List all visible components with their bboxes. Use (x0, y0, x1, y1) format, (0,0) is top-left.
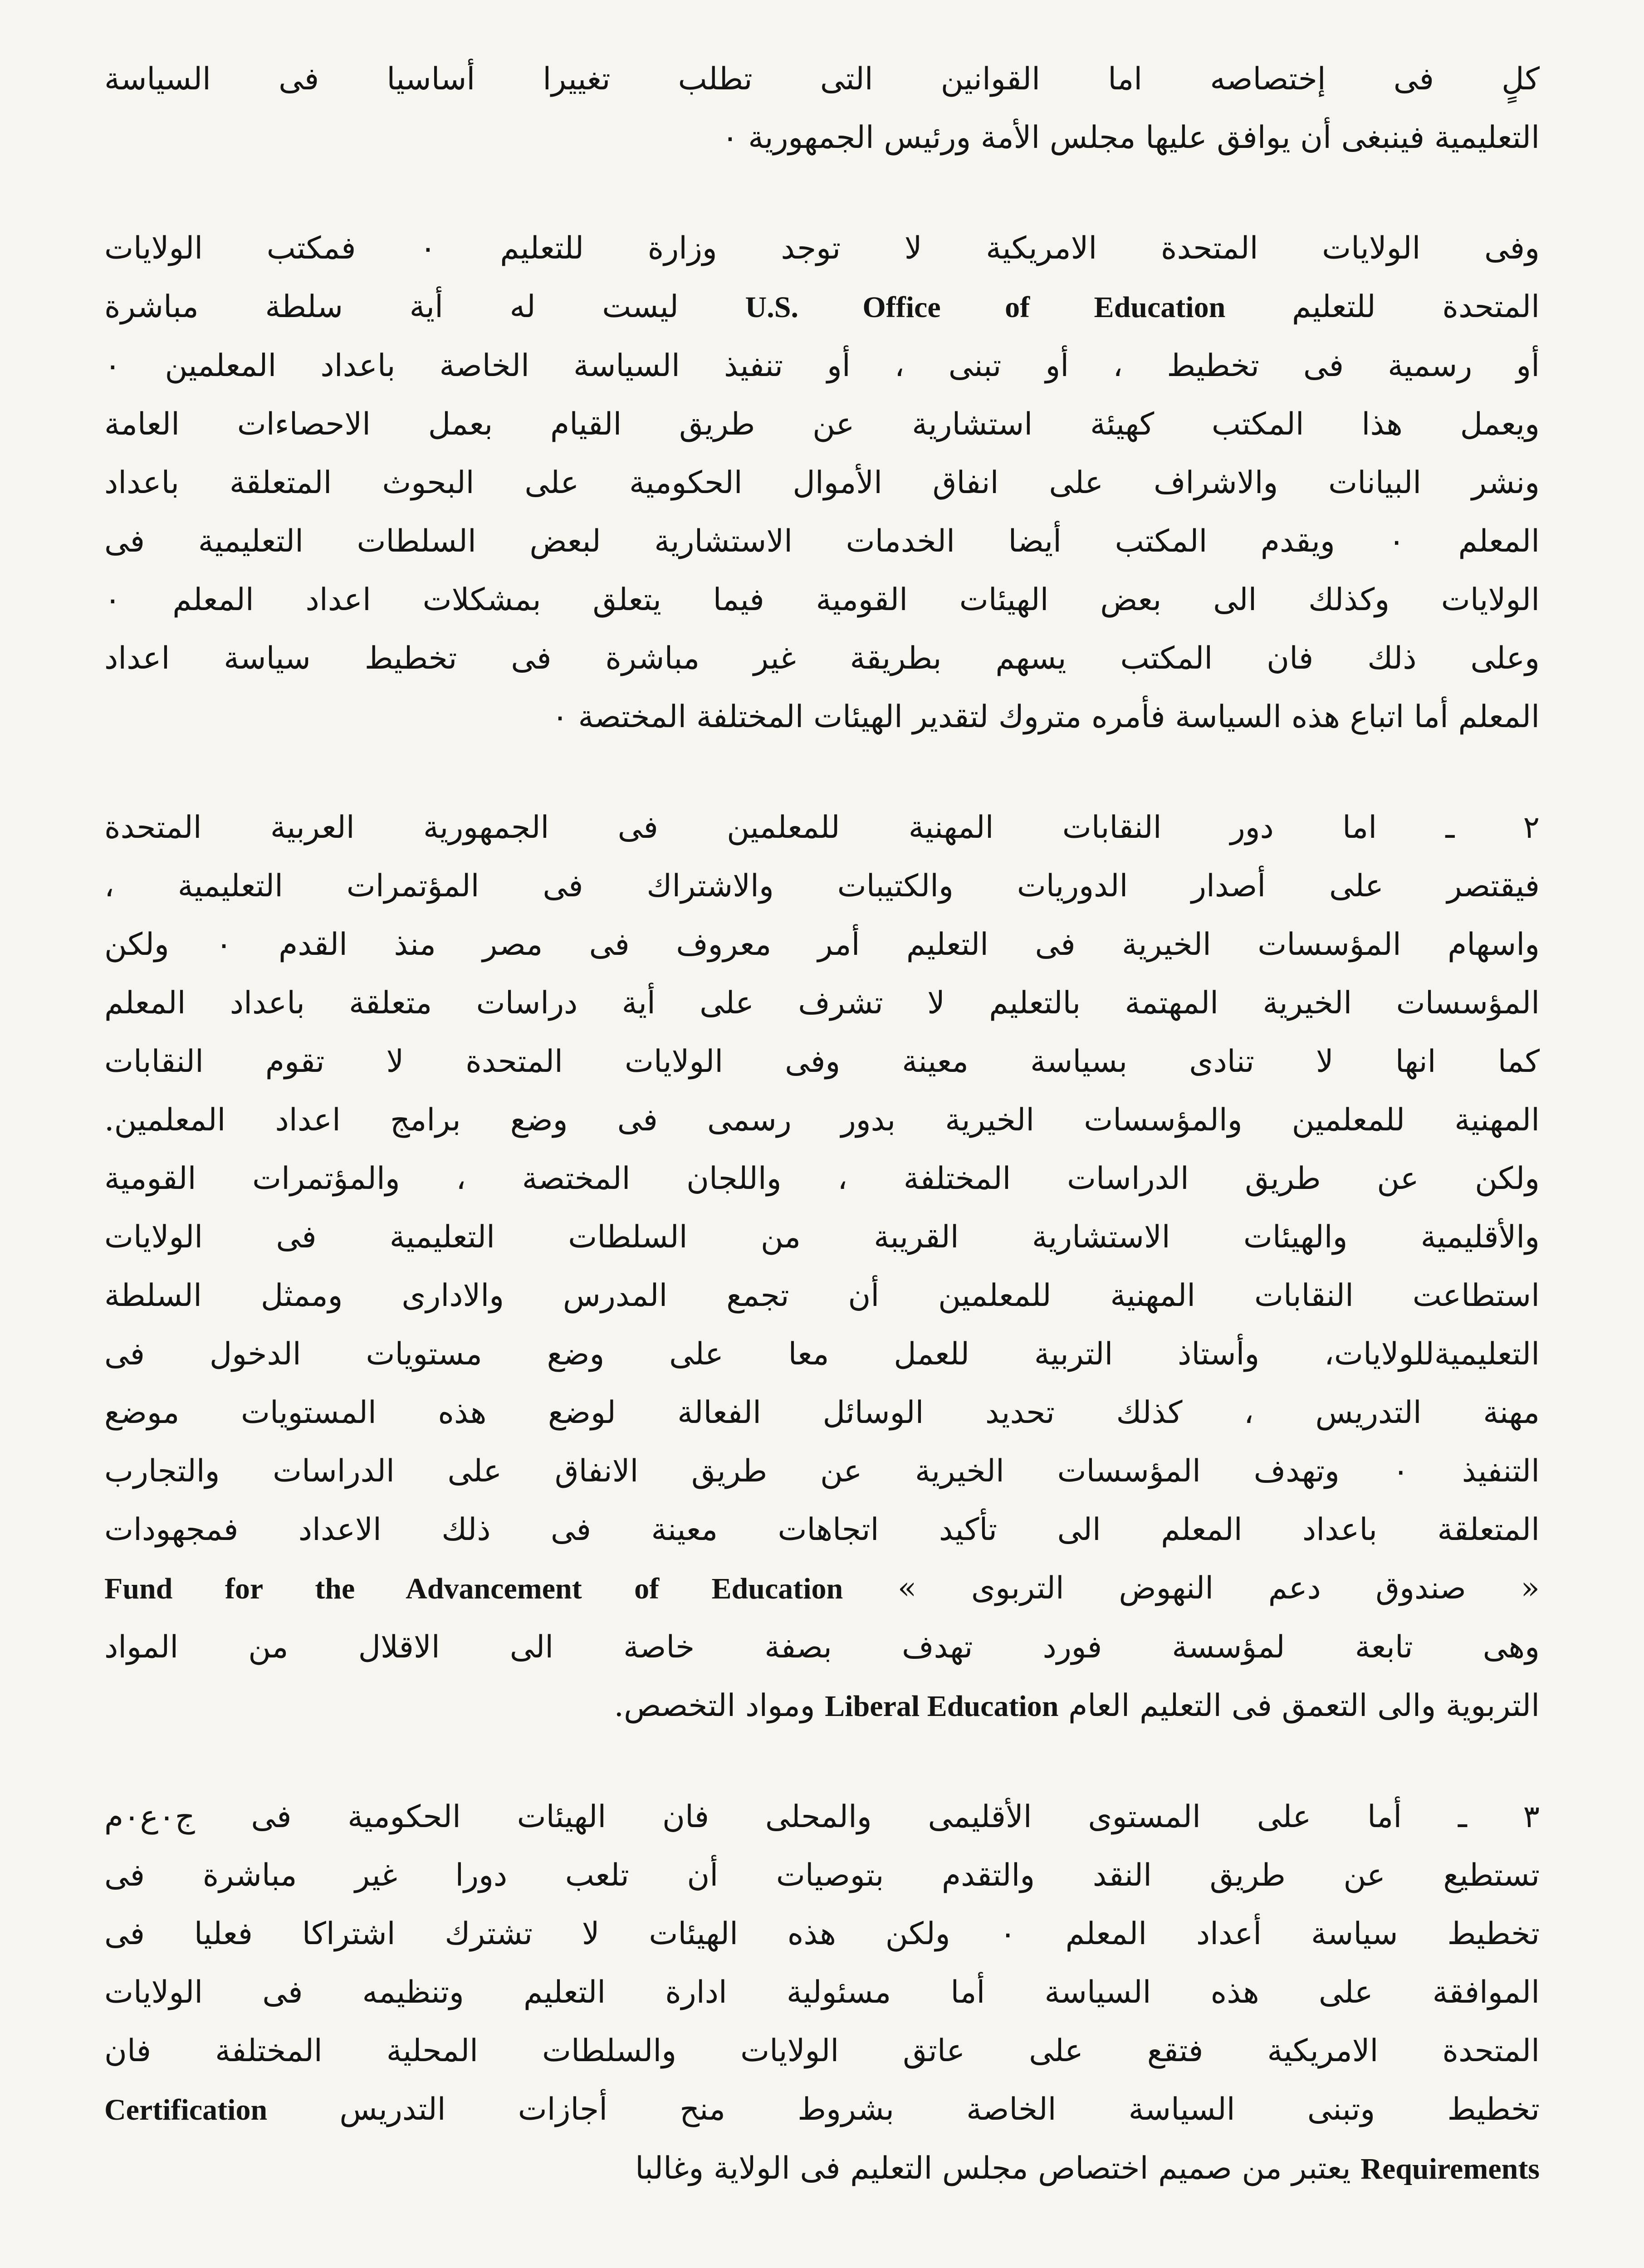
text-line (104, 2080, 1540, 2139)
text-line: الموافقة على هذه السياسة أما مسئولية ادارة التعليم وتنظيمه فى الولايات (104, 1975, 1540, 2010)
text-line: والأقليمية والهيئات الاستشارية القريبة من السلطات التعليمية فى الولايات (104, 1219, 1540, 1255)
arabic-segment: « صندوق دعم النهوض التربوى » (843, 1570, 1540, 1606)
arabic-segment: التربوية والى التعمق فى التعليم العام (1058, 1688, 1540, 1724)
arabic-segment: تخطيط وتبنى السياسة الخاصة بشروط منح أجازات التدريس (267, 2092, 1540, 2127)
text-line (104, 2139, 1540, 2198)
text-line: ٣ ـ أما على المستوى الأقليمى والمحلى فان الهيئات الحكومية فى ج٠ع٠م (104, 1799, 1540, 1835)
paragraph-gap (104, 167, 1540, 219)
english-term: Liberal Education (825, 1690, 1059, 1723)
text-line: وعلى ذلك فان المكتب يسهم بطريقة غير مباشرة فى تخطيط سياسة اعداد (104, 640, 1540, 676)
text-line: المؤسسات الخيرية المهتمة بالتعليم لا تشرف على أية دراسات متعلقة باعداد المعلم (104, 985, 1540, 1021)
text-line: المعلم أما اتباع هذه السياسة فأمره متروك لتقدير الهيئات المختلفة المختصة ٠ (552, 699, 1540, 735)
text-line: استطاعت النقابات المهنية للمعلمين أن تجمع المدرس والادارى وممثل السلطة (104, 1278, 1540, 1314)
text-line (104, 1559, 1540, 1618)
text-line: ويعمل هذا المكتب كهيئة استشارية عن طريق القيام بعمل الاحصاءات العامة (104, 406, 1540, 442)
paragraph-p4 (104, 1788, 1540, 2198)
text-line: مهنة التدريس ، كذلك تحديد الوسائل الفعالة لوضع هذه المستويات موضع (104, 1395, 1540, 1431)
text-line: ٢ ـ اما دور النقابات المهنية للمعلمين فى الجمهورية العربية المتحدة (104, 810, 1540, 846)
paragraph-p1 (104, 50, 1540, 167)
text-line: ولكن عن طريق الدراسات المختلفة ، واللجان المختصة ، والمؤتمرات القومية (104, 1161, 1540, 1197)
text-line: التعليميةللولايات، وأستاذ التربية للعمل معا على وضع مستويات الدخول فى (104, 1336, 1540, 1372)
text-line: الولايات وكذلك الى بعض الهيئات القومية فيما يتعلق بمشكلات اعداد المعلم ٠ (104, 582, 1540, 618)
text-line: واسهام المؤسسات الخيرية فى التعليم أمر معروف فى مصر منذ القدم ٠ ولكن (104, 927, 1540, 963)
text-line: المتحدة الامريكية فتقع على عاتق الولايات والسلطات المحلية المختلفة فان (104, 2033, 1540, 2069)
text-line (104, 1677, 1540, 1735)
arabic-segment: يعتبر من صميم اختصاص مجلس التعليم فى الولاية وغالبا (635, 2151, 1361, 2186)
paragraph-p3 (104, 798, 1540, 1735)
text-line: التعليمية فينبغى أن يوافق عليها مجلس الأمة ورئيس الجمهورية ٠ (722, 120, 1540, 156)
english-term: U.S. Office of Education (745, 291, 1226, 324)
text-line: تستطيع عن طريق النقد والتقدم بتوصيات أن تلعب دورا غير مباشرة فى (104, 1857, 1540, 1893)
text-line: كلٍ فى إختصاصه اما القوانين التى تطلب تغييرا أساسيا فى السياسة (104, 61, 1540, 97)
english-term: Certification (104, 2093, 268, 2126)
arabic-segment: ومواد التخصص. (614, 1688, 825, 1724)
paragraph-gap (104, 1735, 1540, 1788)
paragraph-p2 (104, 219, 1540, 746)
text-line: ونشر البيانات والاشراف على انفاق الأموال الحكومية على البحوث المتعلقة باعداد (104, 465, 1540, 501)
text-line: المهنية للمعلمين والمؤسسات الخيرية بدور رسمى فى وضع برامج اعداد المعلمين. (104, 1102, 1540, 1138)
text-line: كما انها لا تنادى بسياسة معينة وفى الولايات المتحدة لا تقوم النقابات (104, 1044, 1540, 1080)
arabic-segment: ليست له أية سلطة مباشرة (104, 289, 745, 325)
text-line (104, 278, 1540, 337)
arabic-segment: المتحدة للتعليم (1225, 289, 1540, 325)
text-line: وهى تابعة لمؤسسة فورد تهدف بصفة خاصة الى الاقلال من المواد (104, 1629, 1540, 1665)
text-line: تخطيط سياسة أعداد المعلم ٠ ولكن هذه الهيئات لا تشترك اشتراكا فعليا فى (104, 1916, 1540, 1952)
text-line: أو رسمية فى تخطيط ، أو تبنى ، أو تنفيذ السياسة الخاصة باعداد المعلمين ٠ (104, 348, 1540, 384)
paragraph-gap (104, 746, 1540, 798)
text-line: التنفيذ ٠ وتهدف المؤسسات الخيرية عن طريق الانفاق على الدراسات والتجارب (104, 1453, 1540, 1489)
english-term: Requirements (1360, 2152, 1540, 2185)
text-line: وفى الولايات المتحدة الامريكية لا توجد وزارة للتعليم ٠ فمكتب الولايات (104, 230, 1540, 266)
document-body (104, 50, 1540, 2198)
text-line: فيقتصر على أصدار الدوريات والكتيبات والاشتراك فى المؤتمرات التعليمية ، (104, 868, 1540, 904)
text-line: المتعلقة باعداد المعلم الى تأكيد اتجاهات معينة فى ذلك الاعداد فمجهودات (104, 1512, 1540, 1548)
english-term: Fund for the Advancement of Education (104, 1572, 843, 1605)
text-line: المعلم ٠ ويقدم المكتب أيضا الخدمات الاستشارية لبعض السلطات التعليمية فى (104, 523, 1540, 559)
